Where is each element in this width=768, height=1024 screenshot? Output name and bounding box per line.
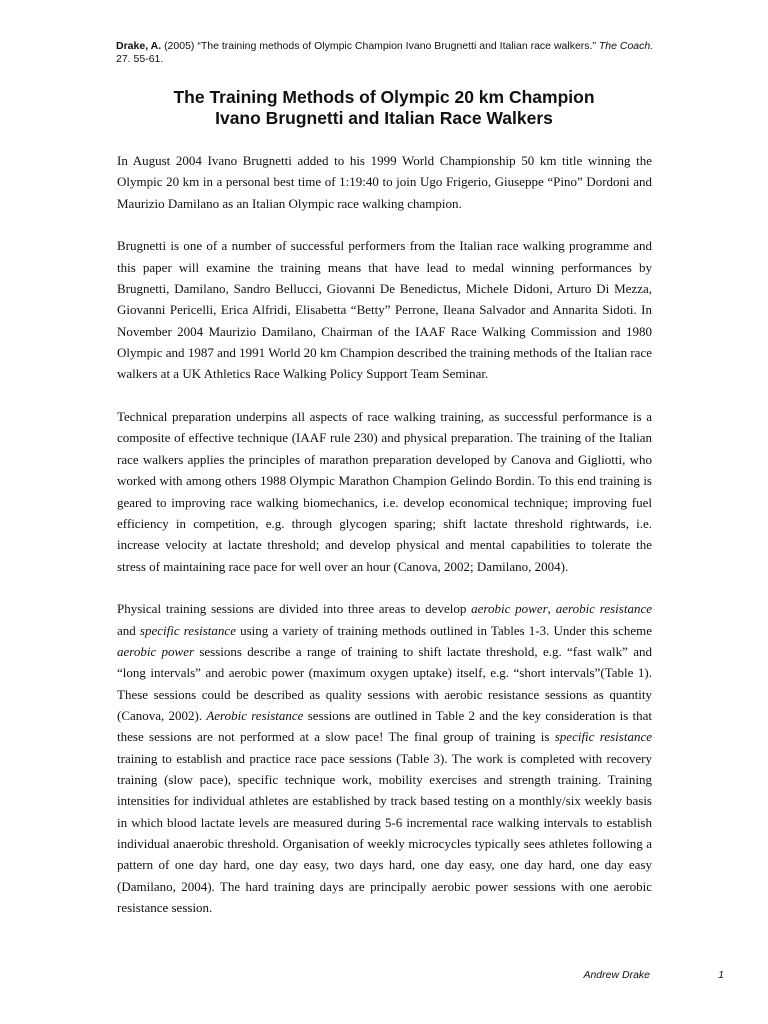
- title-line-2: Ivano Brugnetti and Italian Race Walkers: [215, 108, 553, 128]
- term-aerobic-power: aerobic power: [471, 601, 548, 617]
- paper-title: [60, 87, 708, 129]
- citation: [116, 40, 676, 66]
- paragraph-4-text: ,: [547, 601, 556, 617]
- term-specific-resistance: specific resistance: [554, 729, 652, 745]
- footer-author: Andrew Drake: [583, 969, 650, 981]
- term-specific-resistance: specific resistance: [139, 622, 236, 638]
- term-aerobic-power: aerobic power: [117, 643, 195, 659]
- citation-volume: 27. 55-61.: [116, 53, 164, 65]
- term-aerobic-resistance: aerobic resistance: [555, 601, 652, 617]
- paragraph-4-text: training to establish and practice race pace sessions (Table 3). The work is completed with recovery training (slow pace), specific technique work, mobility exercises and strength training. Training intensities for individual athletes are established by track based testing on a monthly/six weekly basis in which blood lactate levels are measured during 5-6 incremental race walking intervals to establish individual anaerobic threshold. Organisation of weekly microcycles typically sees athletes following a pattern of one day hard, one day easy, two days hard, one day easy, one day hard, one day easy (Damilano, 2004). The hard training days are principally aerobic power sessions with one aerobic resistance session.: [117, 750, 652, 916]
- citation-year: (2005): [164, 40, 195, 52]
- title-line-1: The Training Methods of Olympic 20 km Champion: [173, 87, 595, 107]
- paragraph-4-text: Physical training sessions are divided into three areas to develop: [117, 601, 472, 617]
- paragraph-4-text: using a variety of training methods outlined in Tables 1-3. Under this scheme: [235, 622, 652, 638]
- paragraph-4-text: sessions are outlined in Table 2 and the key consideration is that these sessions are not performed at a slow pace! The final group of training is: [117, 707, 652, 745]
- paragraph-4-text: and: [117, 622, 140, 638]
- paragraph-1: In August 2004 Ivano Brugnetti added to his 1999 World Championship 50 km title winning the Olympic 20 km in a personal best time of 1:19:40 to join Ugo Frigerio, Giuseppe “Pino” Dordoni and Maurizio Damilano as an Italian Olympic race walking champion.: [117, 153, 652, 211]
- paragraph-3: Technical preparation underpins all aspects of race walking training, as successful performance is a composite of effective technique (IAAF rule 230) and physical preparation. The training of the Italian race walkers applies the principles of marathon preparation developed by Canova and Gigliotti, who worked with among others 1988 Olympic Marathon Champion Gelindo Bordin. To this end training is geared to improving race walking biomechanics, i.e. develop economical technique; improving fuel efficiency in competition, e.g. through glycogen sparing; shift lactate threshold rightwards, i.e. increase velocity at lactate threshold; and develop physical and mental capabilities to tolerate the stress of maintaining race pace for well over an hour (Canova, 2002; Damilano, 2004).: [117, 409, 652, 574]
- citation-text: “The training methods of Olympic Champion Ivano Brugnetti and Italian race walkers.”: [197, 40, 596, 52]
- paragraph-4-text: sessions describe a range of training to shift lactate threshold, e.g. “fast walk” and “long intervals” and aerobic power (maximum oxygen uptake) itself, e.g. “short intervals”(Table 1). These sessions could be described as quality sessions with aerobic resistance sessions as quantity (Canova, 2002).: [117, 643, 652, 723]
- citation-author: Drake, A.: [116, 40, 162, 52]
- term-aerobic-resistance: Aerobic resistance: [206, 707, 304, 723]
- paragraph-4: [117, 598, 652, 918]
- body-text: [117, 150, 652, 918]
- citation-journal: The Coach.: [598, 40, 654, 52]
- paragraph-2: Brugnetti is one of a number of successful performers from the Italian race walking programme and this paper will examine the training means that have lead to medal winning performances by Brugnetti, Damilano, Sandro Bellucci, Giovanni De Benedictus, Michele Didoni, Arturo Di Mezza, Giovanni Pericelli, Erica Alfridi, Elisabetta “Betty” Perrone, Ileana Salvador and Annarita Sidoti. In November 2004 Maurizio Damilano, Chairman of the IAAF Race Walking Commission and 1980 Olympic and 1987 and 1991 World 20 km Champion described the training methods of the Italian race walkers at a UK Athletics Race Walking Policy Support Team Seminar.: [117, 238, 652, 382]
- page-number: 1: [718, 969, 724, 981]
